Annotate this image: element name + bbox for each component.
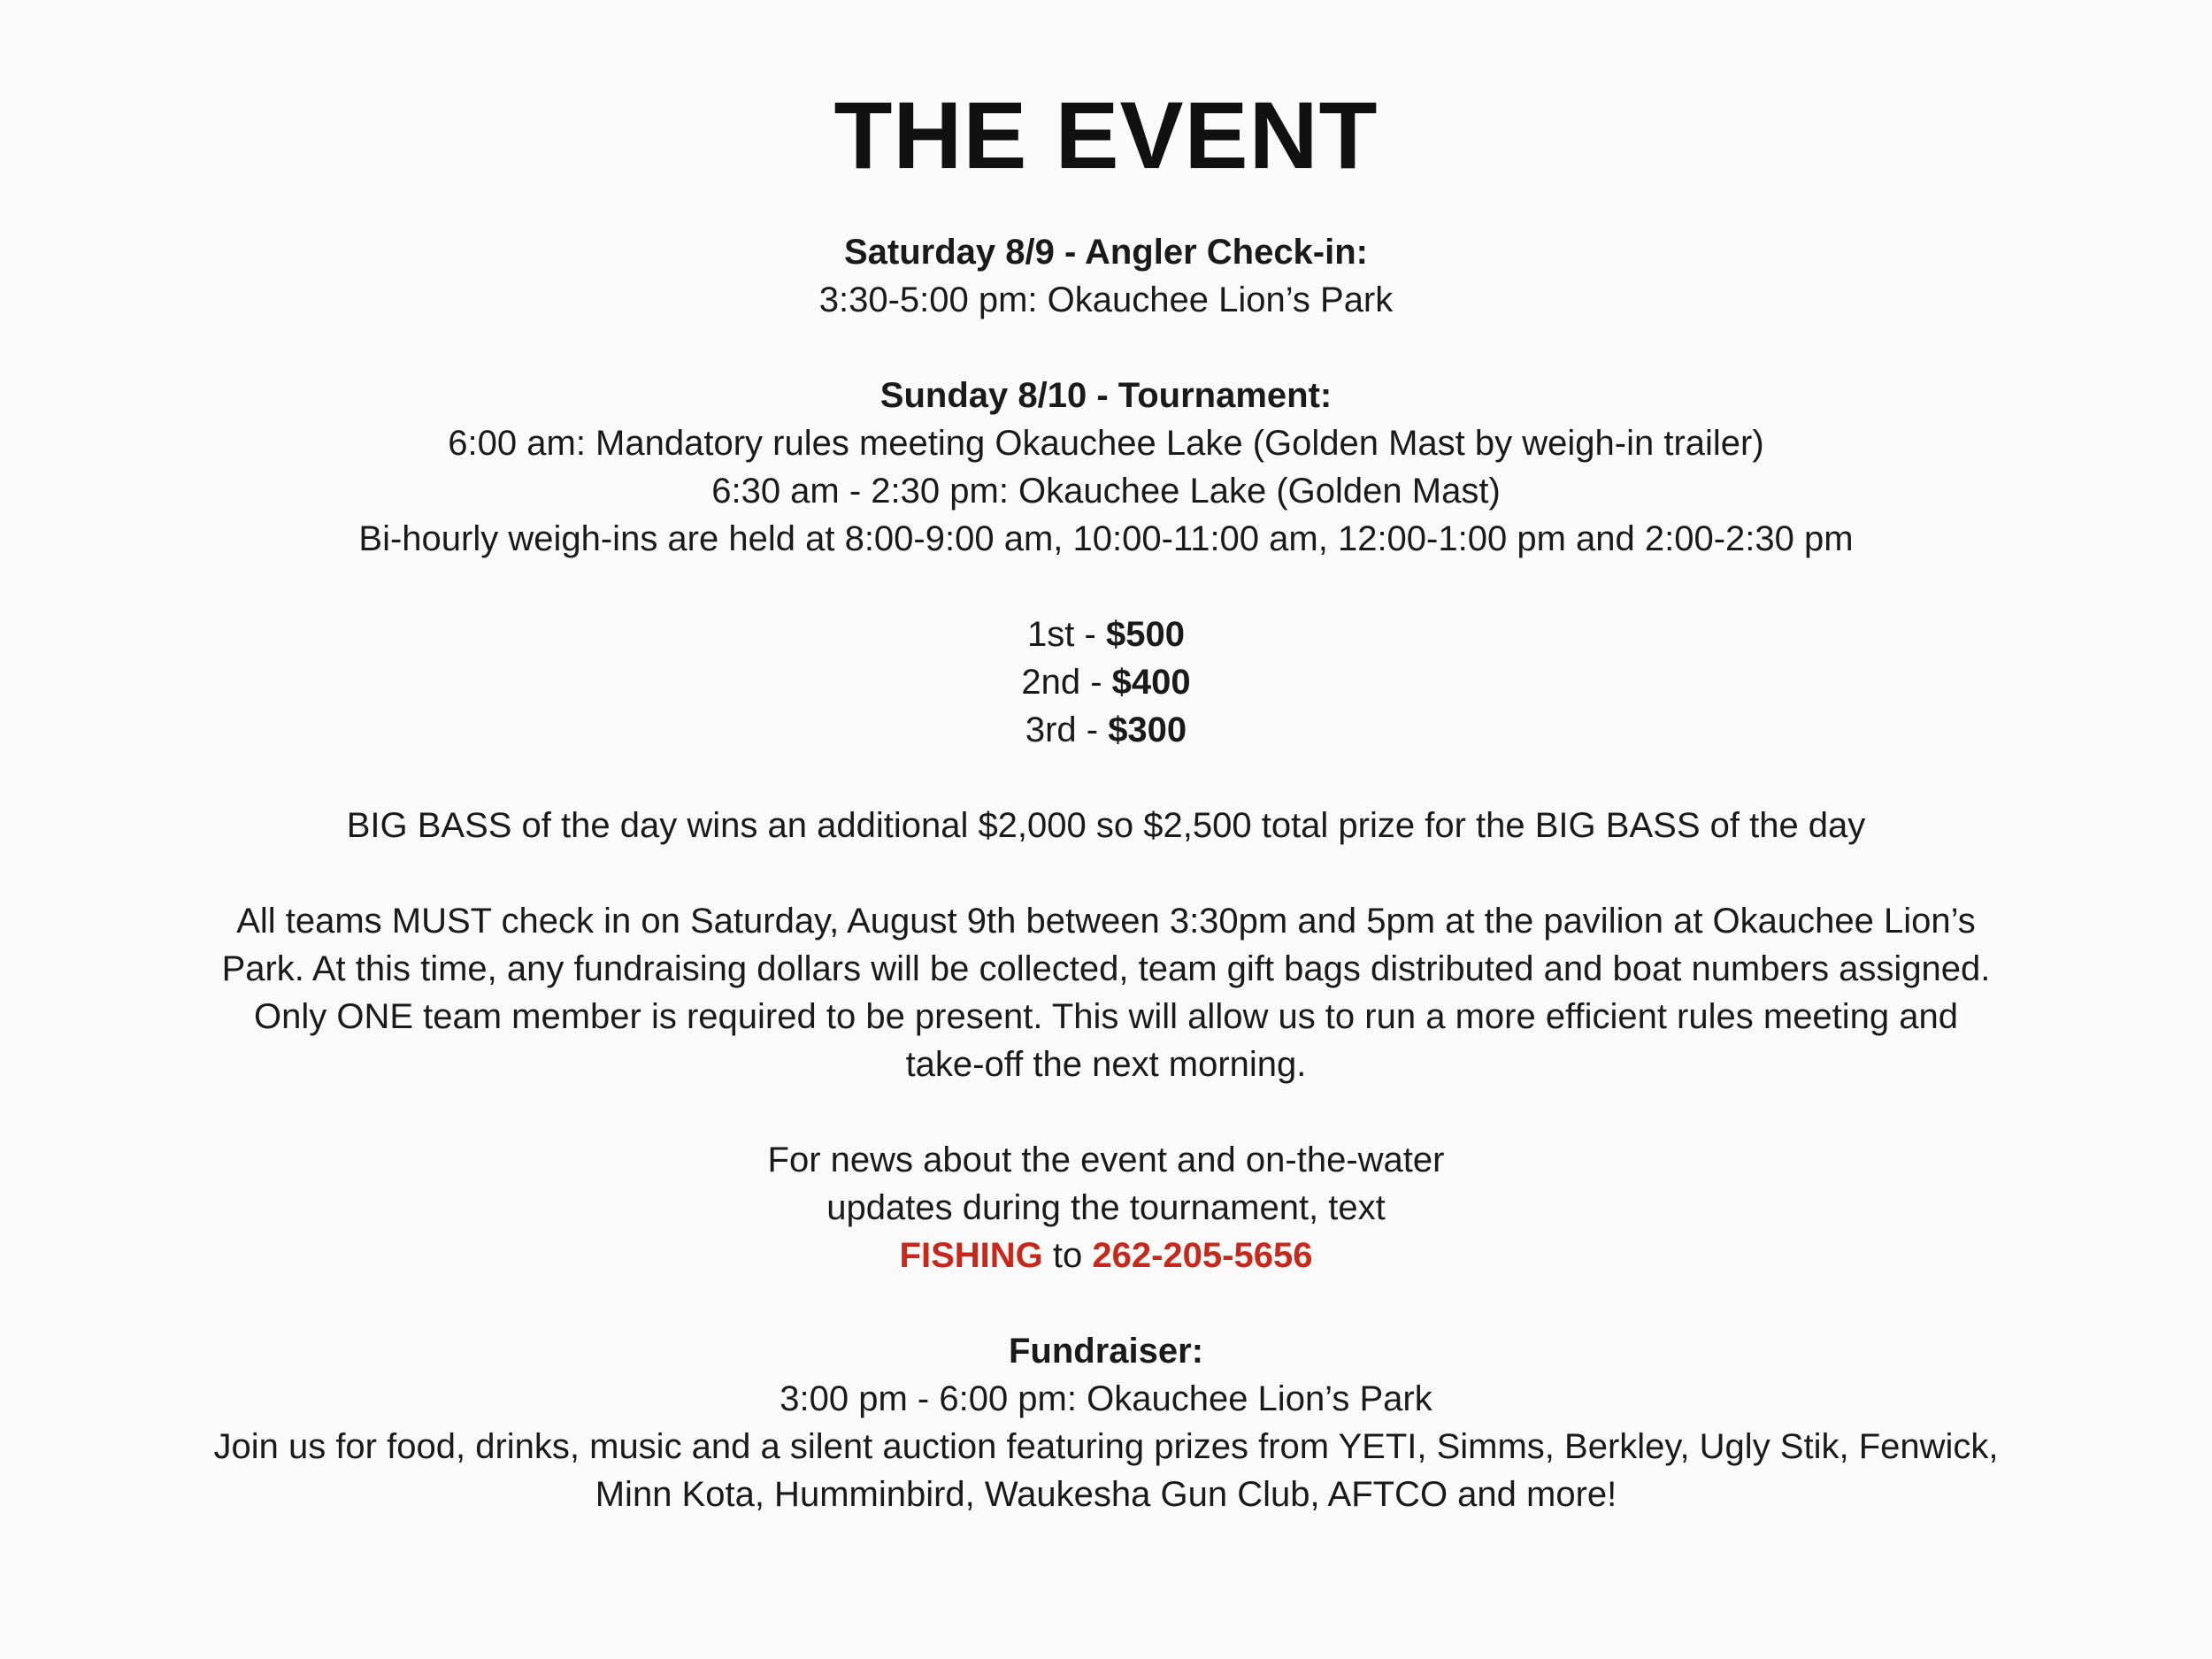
prize-second <box>0 658 2212 706</box>
news-section <box>0 1136 2212 1279</box>
page-title: THE EVENT <box>833 81 1379 188</box>
tournament-hours-line: 6:30 am - 2:30 pm: Okauchee Lake (Golden Mast) <box>711 472 1501 511</box>
checkin-note-line: take-off the next morning. <box>905 1045 1307 1084</box>
fundraiser-heading: Fundraiser: <box>1008 1332 1204 1371</box>
rules-meeting-line: 6:00 am: Mandatory rules meeting Okauchee Lake (Golden Mast by weigh-in trailer) <box>448 424 1764 463</box>
tournament-heading: Sunday 8/10 - Tournament: <box>879 376 1333 415</box>
prize-amount: $400 <box>1111 663 1191 702</box>
prize-place: 2nd - <box>1021 663 1112 702</box>
spacer <box>0 849 2212 897</box>
weigh-ins-line: Bi-hourly weigh-ins are held at 8:00-9:00 am, 10:00-11:00 am, 12:00-1:00 pm and 2:00-2:30 pm <box>358 519 1854 558</box>
big-bass-note: BIG BASS of the day wins an additional $2,000 so $2,500 total prize for the BIG BASS of the day <box>346 806 1866 845</box>
text-signup-line <box>0 1232 2212 1279</box>
event-details <box>0 228 2212 1518</box>
tournament-section <box>0 372 2212 563</box>
spacer <box>0 1279 2212 1327</box>
phone-number: 262-205-5656 <box>1092 1236 1313 1275</box>
checkin-note-line: Only ONE team member is required to be present. This will allow us to run a more efficient rules meeting and <box>253 997 1959 1036</box>
text-keyword: FISHING <box>899 1236 1043 1275</box>
checkin-note <box>0 897 2212 1088</box>
spacer <box>0 563 2212 611</box>
news-line: For news about the event and on-the-water <box>767 1141 1445 1179</box>
checkin-heading: Saturday 8/9 - Angler Check-in: <box>844 233 1368 272</box>
prizes-section <box>0 611 2212 754</box>
fundraiser-time: 3:00 pm - 6:00 pm: Okauchee Lion’s Park <box>780 1379 1432 1418</box>
checkin-section <box>0 228 2212 324</box>
text-connector: to <box>1042 1236 1093 1275</box>
prize-third <box>0 706 2212 754</box>
news-line: updates during the tournament, text <box>826 1188 1386 1227</box>
prize-amount: $300 <box>1108 710 1187 749</box>
checkin-time: 3:30-5:00 pm: Okauchee Lion’s Park <box>818 280 1394 319</box>
spacer <box>0 754 2212 802</box>
spacer <box>0 1088 2212 1136</box>
checkin-note-line: Park. At this time, any fundraising dollars will be collected, team gift bags distributed and boat numbers assigned. <box>221 949 1991 988</box>
checkin-note-line: All teams MUST check in on Saturday, August 9th between 3:30pm and 5pm at the pavilion at Okauchee Lion’s <box>236 902 1976 941</box>
spacer <box>0 324 2212 372</box>
fundraiser-description: Minn Kota, Humminbird, Waukesha Gun Club, AFTCO and more! <box>595 1475 1617 1514</box>
fundraiser-description: Join us for food, drinks, music and a silent auction featuring prizes from YETI, Simms, Berkley, Ugly Stik, Fenwick, <box>213 1427 1999 1466</box>
prize-place: 1st - <box>1027 615 1106 654</box>
prize-place: 3rd - <box>1025 710 1109 749</box>
prize-amount: $500 <box>1105 615 1185 654</box>
prize-first <box>0 611 2212 658</box>
fundraiser-section <box>0 1327 2212 1518</box>
